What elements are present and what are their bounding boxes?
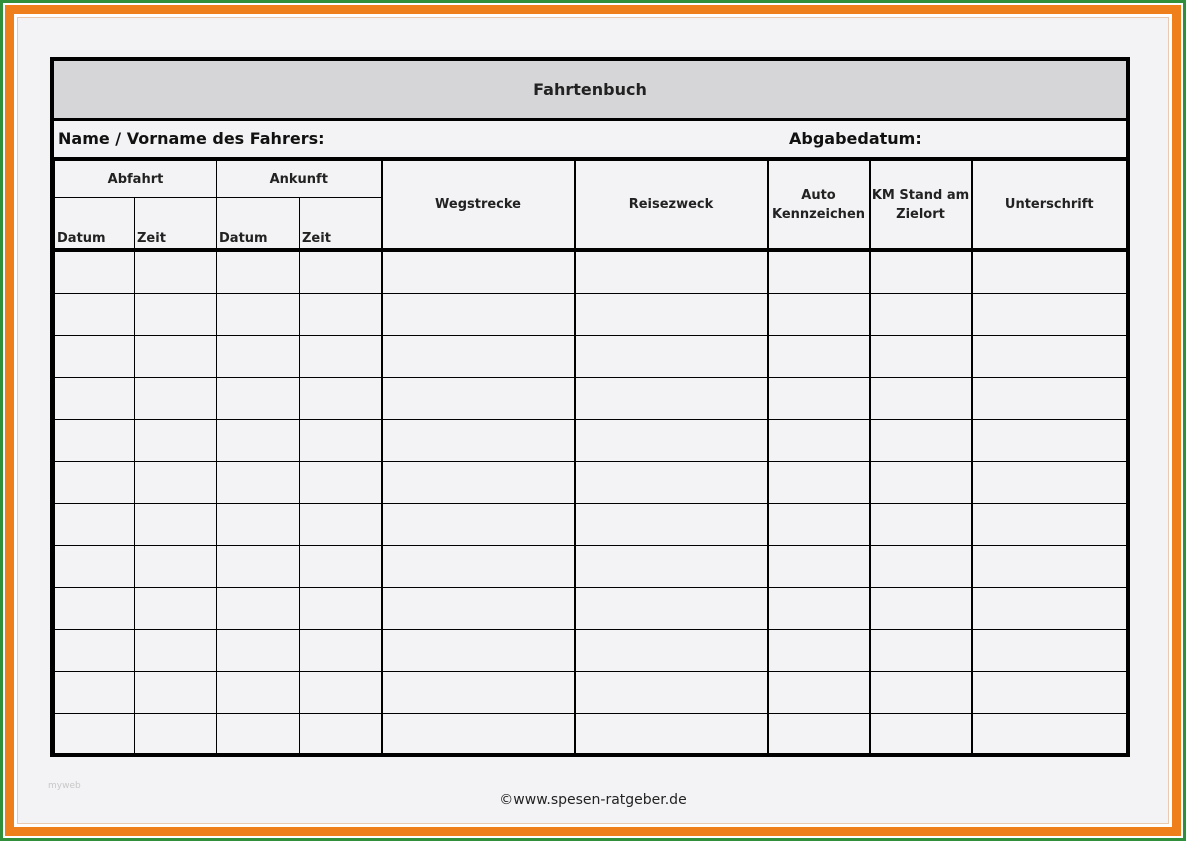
table-row <box>55 588 1127 630</box>
table-cell[interactable] <box>217 714 300 756</box>
table-cell[interactable] <box>870 336 972 378</box>
header-ankunft-zeit: Zeit <box>300 198 382 251</box>
table-cell[interactable] <box>217 672 300 714</box>
submission-date-label: Abgabedatum: <box>789 129 922 148</box>
table-cell[interactable] <box>300 250 382 294</box>
table-row <box>55 714 1127 756</box>
table-cell[interactable] <box>135 294 217 336</box>
table-cell[interactable] <box>217 546 300 588</box>
table-cell[interactable] <box>135 250 217 294</box>
table-cell[interactable] <box>135 546 217 588</box>
table-cell[interactable] <box>972 672 1127 714</box>
table-cell[interactable] <box>768 714 870 756</box>
table-cell[interactable] <box>575 294 768 336</box>
table-cell[interactable] <box>300 630 382 672</box>
table-cell[interactable] <box>768 250 870 294</box>
table-cell[interactable] <box>217 250 300 294</box>
table-row <box>55 250 1127 294</box>
table-cell[interactable] <box>300 714 382 756</box>
header-abfahrt-zeit: Zeit <box>135 198 217 251</box>
table-cell[interactable] <box>575 546 768 588</box>
table-cell[interactable] <box>55 336 135 378</box>
table-cell[interactable] <box>972 714 1127 756</box>
table-cell[interactable] <box>382 250 575 294</box>
table-cell[interactable] <box>135 378 217 420</box>
table-cell[interactable] <box>135 336 217 378</box>
table-cell[interactable] <box>55 462 135 504</box>
table-cell[interactable] <box>768 294 870 336</box>
table-cell[interactable] <box>55 250 135 294</box>
table-cell[interactable] <box>55 420 135 462</box>
table-cell[interactable] <box>217 462 300 504</box>
table-cell[interactable] <box>55 630 135 672</box>
table-cell[interactable] <box>768 336 870 378</box>
table-row <box>55 336 1127 378</box>
table-cell[interactable] <box>382 420 575 462</box>
header-reisezweck: Reisezweck <box>575 161 768 251</box>
table-cell[interactable] <box>870 250 972 294</box>
table-cell[interactable] <box>768 462 870 504</box>
table-cell[interactable] <box>768 546 870 588</box>
header-auto-line1: Auto <box>801 187 836 203</box>
table-cell[interactable] <box>55 672 135 714</box>
table-cell[interactable] <box>870 420 972 462</box>
table-row <box>55 462 1127 504</box>
header-unterschrift: Unterschrift <box>972 161 1127 251</box>
table-cell[interactable] <box>300 378 382 420</box>
table-cell[interactable] <box>135 420 217 462</box>
table-cell[interactable] <box>300 294 382 336</box>
table-cell[interactable] <box>972 462 1127 504</box>
table-cell[interactable] <box>55 714 135 756</box>
table-cell[interactable] <box>382 714 575 756</box>
table-cell[interactable] <box>382 546 575 588</box>
header-km-line2: Zielort <box>896 206 945 222</box>
table-row <box>55 630 1127 672</box>
header-auto-line2: Kennzeichen <box>771 206 866 222</box>
table-cell[interactable] <box>382 588 575 630</box>
table-cell[interactable] <box>217 588 300 630</box>
table-row <box>55 378 1127 420</box>
table-cell[interactable] <box>55 378 135 420</box>
table-cell[interactable] <box>870 714 972 756</box>
table-cell[interactable] <box>55 504 135 546</box>
table-cell[interactable] <box>575 588 768 630</box>
table-cell[interactable] <box>870 378 972 420</box>
table-cell[interactable] <box>575 336 768 378</box>
table-cell[interactable] <box>972 294 1127 336</box>
copyright-footer: ©www.spesen-ratgeber.de <box>499 792 687 808</box>
header-ankunft: Ankunft <box>217 161 382 198</box>
table-cell[interactable] <box>300 546 382 588</box>
logbook-title: Fahrtenbuch <box>54 61 1126 121</box>
table-cell[interactable] <box>135 588 217 630</box>
table-cell[interactable] <box>382 630 575 672</box>
table-cell[interactable] <box>382 336 575 378</box>
table-cell[interactable] <box>575 504 768 546</box>
table-cell[interactable] <box>300 336 382 378</box>
table-cell[interactable] <box>972 504 1127 546</box>
table-cell[interactable] <box>575 462 768 504</box>
table-cell[interactable] <box>300 462 382 504</box>
logbook-sheet <box>50 57 1130 757</box>
table-cell[interactable] <box>217 420 300 462</box>
header-km-stand <box>870 161 972 251</box>
table-cell[interactable] <box>382 462 575 504</box>
driver-name-label: Name / Vorname des Fahrers: <box>58 129 325 148</box>
table-cell[interactable] <box>55 588 135 630</box>
table-cell[interactable] <box>870 588 972 630</box>
header-wegstrecke: Wegstrecke <box>382 161 575 251</box>
table-cell[interactable] <box>575 250 768 294</box>
driver-info-row <box>54 121 1126 160</box>
table-cell[interactable] <box>135 672 217 714</box>
table-cell[interactable] <box>217 294 300 336</box>
watermark: myweb <box>48 781 81 791</box>
table-cell[interactable] <box>575 630 768 672</box>
table-cell[interactable] <box>768 672 870 714</box>
table-cell[interactable] <box>870 630 972 672</box>
table-cell[interactable] <box>55 294 135 336</box>
table-cell[interactable] <box>217 504 300 546</box>
table-cell[interactable] <box>135 462 217 504</box>
logbook-table <box>54 160 1127 756</box>
table-row <box>55 294 1127 336</box>
table-cell[interactable] <box>300 420 382 462</box>
table-cell[interactable] <box>217 630 300 672</box>
table-cell[interactable] <box>575 672 768 714</box>
table-cell[interactable] <box>382 672 575 714</box>
header-auto-kennzeichen <box>768 161 870 251</box>
table-cell[interactable] <box>870 546 972 588</box>
table-cell[interactable] <box>870 462 972 504</box>
table-cell[interactable] <box>382 378 575 420</box>
table-cell[interactable] <box>300 504 382 546</box>
table-cell[interactable] <box>217 336 300 378</box>
table-cell[interactable] <box>135 504 217 546</box>
table-row <box>55 504 1127 546</box>
header-abfahrt: Abfahrt <box>55 161 217 198</box>
table-cell[interactable] <box>135 714 217 756</box>
table-cell[interactable] <box>382 504 575 546</box>
table-cell[interactable] <box>972 420 1127 462</box>
table-cell[interactable] <box>768 378 870 420</box>
table-cell[interactable] <box>55 546 135 588</box>
table-cell[interactable] <box>870 294 972 336</box>
table-cell[interactable] <box>972 588 1127 630</box>
table-row <box>55 672 1127 714</box>
table-cell[interactable] <box>768 630 870 672</box>
table-cell[interactable] <box>870 504 972 546</box>
table-cell[interactable] <box>768 420 870 462</box>
table-cell[interactable] <box>870 672 972 714</box>
table-cell[interactable] <box>972 378 1127 420</box>
table-cell[interactable] <box>135 630 217 672</box>
table-cell[interactable] <box>300 588 382 630</box>
table-cell[interactable] <box>972 546 1127 588</box>
header-abfahrt-datum: Datum <box>55 198 135 251</box>
header-ankunft-datum: Datum <box>217 198 300 251</box>
table-cell[interactable] <box>300 672 382 714</box>
table-cell[interactable] <box>768 504 870 546</box>
table-row <box>55 546 1127 588</box>
table-cell[interactable] <box>382 294 575 336</box>
table-cell[interactable] <box>575 378 768 420</box>
logbook-rows <box>55 250 1127 756</box>
table-cell[interactable] <box>217 378 300 420</box>
table-row <box>55 420 1127 462</box>
table-cell[interactable] <box>972 336 1127 378</box>
table-cell[interactable] <box>575 420 768 462</box>
header-km-line1: KM Stand am <box>871 187 970 203</box>
table-cell[interactable] <box>768 588 870 630</box>
table-cell[interactable] <box>972 630 1127 672</box>
table-cell[interactable] <box>972 250 1127 294</box>
table-cell[interactable] <box>575 714 768 756</box>
